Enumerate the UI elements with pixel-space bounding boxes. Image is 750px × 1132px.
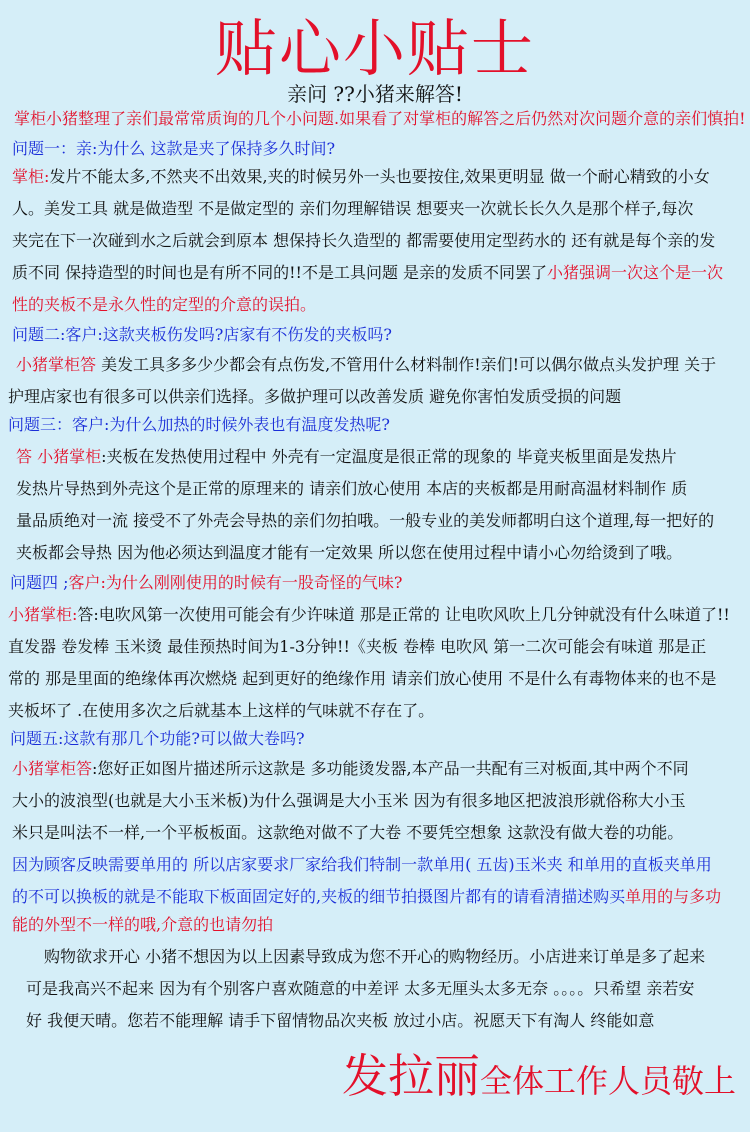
- brand-name: 发拉丽: [341, 1049, 480, 1103]
- answer-5-line-6: 能的外型不一样的哦,介意的也请勿拍: [12, 915, 274, 934]
- answer-1-line-4: 质不同 保持造型的时间也是有所不同的!!不是工具问题 是亲的发质不同罢了小猪强调一次这个是一次: [12, 263, 724, 282]
- answer-1-emphasis: 小猪强调一次这个是一次: [547, 263, 724, 282]
- closing-line-1: 购物欲求开心 小猪不想因为以上因素导致成为您不开心的购物经历。小店进来订单是多了起来: [44, 947, 706, 966]
- answer-4-line-3: 常的 那是里面的绝缘体再次燃烧 起到更好的绝缘作用 请亲们放心使用 不是什么有毒物体来的也不是: [8, 669, 717, 688]
- answer-1-line-5: 性的夹板不是永久性的定型的介意的误拍。: [12, 295, 317, 314]
- signature: [342, 1046, 736, 1117]
- answer-3-line-4: 夹板都会导热 因为他必须达到温度才能有一定效果 所以您在使用过程中请小心勿给烫到了哦。: [16, 543, 683, 562]
- answer-5-line-5: 的不可以换板的就是不能取下板面固定好的,夹板的细节拍摄图片都有的请看清描述购买单用的与多功: [12, 887, 722, 906]
- question-2: 问题二:客户:这款夹板伤发吗?店家有不伤发的夹板吗?: [12, 325, 392, 344]
- answer-3-line-2: 发热片导热到外壳这个是正常的原理来的 请亲们放心使用 本店的夹板都是用耐高温材料制作 质: [16, 479, 688, 498]
- question-3: 问题三：客户:为什么加热的时候外表也有温度发热呢?: [8, 415, 390, 434]
- answer-1-line-3: 夹完在下一次碰到水之后就会到原本 想保持长久造型的 都需要使用定型药水的 还有就是每个亲的发: [12, 231, 716, 250]
- intro-text: 掌柜小猪整理了亲们最常常质询的几个小问题.如果看了对掌柜的解答之后仍然对次问题介意的亲们慎拍!: [14, 109, 746, 128]
- answer-4-prefix: 小猪掌柜:: [8, 605, 78, 624]
- answer-2-line-1: 小猪掌柜答 美发工具多多少少都会有点伤发,不管用什么材料制作!亲们!可以偶尔做点头发护理 关于: [16, 355, 717, 374]
- question-4: 问题四 ;客户:为什么刚刚使用的时候有一股奇怪的气味?: [10, 573, 403, 592]
- answer-3-line-3: 量品质绝对一流 接受不了外壳会导热的亲们勿拍哦。一般专业的美发师都明白这个道理,每一把好的: [16, 511, 715, 530]
- question-1: 问题一：亲:为什么 这款是夹了保持多久时间?: [12, 139, 336, 158]
- answer-2-line-2: 护理店家也有很多可以供亲们选择。多做护理可以改善发质 避免你害怕发质受损的问题: [8, 387, 622, 406]
- answer-5-line-4: 因为顾客反映需要单用的 所以店家要求厂家给我们特制一款单用( 五齿)玉米夹 和单用的直板夹单用: [12, 855, 712, 874]
- answer-1-line-1: 掌柜:发片不能太多,不然夹不出效果,夹的时候另外一头也要按住,效果更明显 做一个耐心精致的小女: [12, 167, 710, 186]
- page-subtitle: 亲问 ??小猪来解答!: [287, 82, 463, 106]
- answer-4-line-2: 直发器 卷发棒 玉米烫 最佳预热时间为1-3分钟!!《夹板 卷棒 电吹风 第一二次可能会有味道 那是正: [8, 637, 707, 656]
- answer-3-prefix: 答 小猪掌柜: [16, 447, 102, 466]
- answer-3-line-1: 答 小猪掌柜:夹板在发热使用过程中 外壳有一定温度是很正常的现象的 毕竟夹板里面是发热片: [16, 447, 677, 466]
- closing-line-2: 可是我高兴不起来 因为有个别客户喜欢随意的中差评 太多无厘头太多无奈 。。。。只希望 亲若安: [26, 979, 695, 998]
- signature-text: 全体工作人员敬上: [479, 1062, 736, 1100]
- answer-5-emphasis: 单用的与多功: [625, 887, 722, 906]
- answer-5-line-2: 大小的波浪型(也就是大小玉米板)为什么强调是大小玉米 因为有很多地区把波浪形就俗称大小玉: [12, 791, 686, 810]
- question-5: 问题五:这款有那几个功能?可以做大卷吗?: [10, 729, 305, 748]
- closing-line-3: 好 我便天晴。您若不能理解 请手下留情物品次夹板 放过小店。祝愿天下有淘人 终能如意: [26, 1011, 655, 1030]
- answer-1-line-2: 人。美发工具 就是做造型 不是做定型的 亲们勿理解错误 想要夹一次就长长久久是那个样子,每次: [12, 199, 694, 218]
- page-title: 贴心小贴士: [214, 12, 535, 85]
- answer-5-prefix: 小猪掌柜答: [12, 759, 93, 778]
- answer-4-line-1: 小猪掌柜:答:电吹风第一次使用可能会有少许味道 那是正常的 让电吹风吹上几分钟就没有什么味道了!!: [8, 605, 730, 624]
- answer-4-line-4: 夹板坏了 .在使用多次之后就基本上这样的气味就不存在了。: [8, 701, 435, 720]
- answer-2-prefix: 小猪掌柜答: [16, 355, 97, 374]
- answer-5-line-1: 小猪掌柜答:您好正如图片描述所示这款是 多功能烫发器,本产品一共配有三对板面,其中两个不同: [12, 759, 689, 778]
- answer-1-prefix: 掌柜:: [12, 167, 50, 186]
- answer-5-line-3: 米只是叫法不一样,一个平板板面。这款绝对做不了大卷 不要凭空想象 这款没有做大卷的功能。: [12, 823, 684, 842]
